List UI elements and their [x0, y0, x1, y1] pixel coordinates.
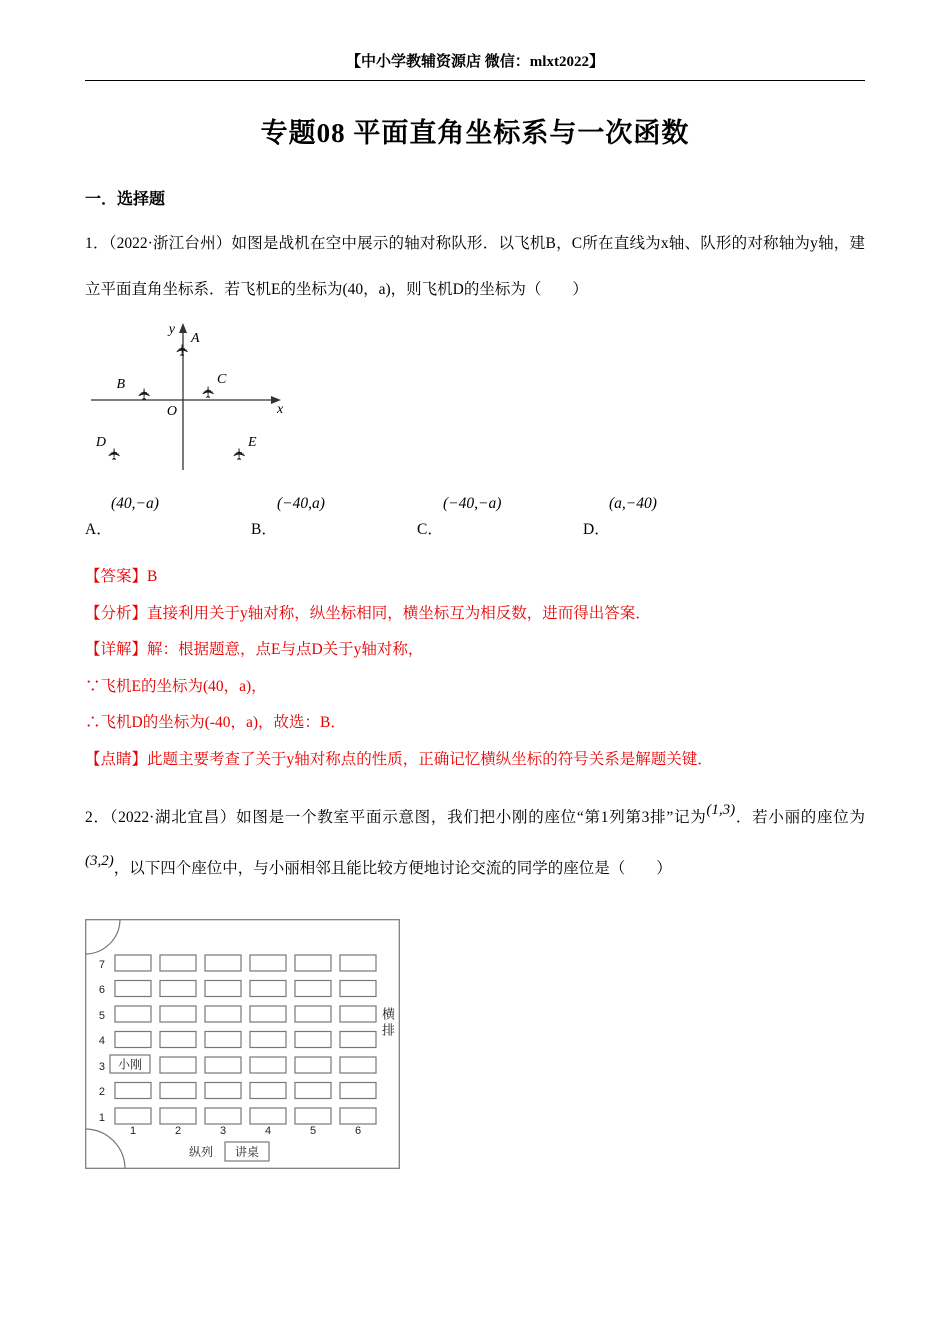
point-e-label: E: [248, 435, 257, 451]
desk: [205, 1108, 241, 1124]
option-b-letter: B．: [251, 521, 277, 539]
option-c: [417, 495, 583, 539]
desk: [205, 1057, 241, 1073]
desk: [250, 1031, 286, 1047]
desk: [340, 1108, 376, 1124]
desk: [250, 1082, 286, 1098]
col-label-4: 4: [264, 1124, 272, 1137]
q2-seat-notation-2: (3,2): [85, 853, 114, 870]
col-label-5: 5: [309, 1124, 317, 1137]
plane-e-group: [230, 448, 249, 461]
coordinate-plane-figure: [85, 320, 285, 485]
option-a-letter: A．: [85, 521, 112, 539]
airplane-d-icon: ✈: [105, 447, 124, 462]
teacher-desk-label: 讲桌: [234, 1144, 260, 1159]
section-heading: 一．选择题: [85, 191, 166, 208]
option-b-value: (−40,a): [277, 495, 325, 513]
option-c-letter: C．: [417, 521, 443, 539]
row-label-1: 1: [98, 1111, 105, 1124]
row-axis-label: 横排: [380, 1006, 395, 1039]
row-label-5: 5: [98, 1009, 105, 1022]
question-1-solution: [85, 559, 865, 778]
desk: [115, 1082, 151, 1098]
desk: [115, 1031, 151, 1047]
col-label-1: 1: [129, 1124, 137, 1137]
desk: [340, 1082, 376, 1098]
desk: [295, 1057, 331, 1073]
y-axis-label: y: [168, 322, 175, 338]
desk: [205, 1006, 241, 1022]
col-label-3: 3: [219, 1124, 227, 1137]
desk: [340, 1006, 376, 1022]
option-a-value: (40,−a): [111, 495, 159, 513]
point-c-label: C: [217, 372, 227, 388]
airplane-a-icon: ✈: [173, 343, 192, 358]
question-2-figure: [85, 919, 400, 1169]
row-label-2: 2: [98, 1085, 105, 1098]
desk: [295, 955, 331, 971]
desk: [205, 1031, 241, 1047]
question-2-text: [85, 792, 865, 895]
desk: [250, 980, 286, 996]
desk: [115, 1108, 151, 1124]
desk: [115, 980, 151, 996]
xiaogang-seat-label: 小刚: [117, 1057, 143, 1072]
q2-text-part3: ，以下四个座位中，与小丽相邻且能比较方便地讨论交流的同学的座位是（ ）: [113, 860, 672, 878]
row-label-6: 6: [98, 983, 105, 996]
because-line: ∵飞机E的坐标为(40，a)，: [85, 677, 267, 695]
option-d-letter: D．: [583, 521, 610, 539]
desk: [295, 980, 331, 996]
q2-text-part1: 2．（2022·湖北宜昌）如图是一个教室平面示意图，我们把小刚的座位“第1列第3排”记为: [85, 808, 707, 826]
desk: [160, 1082, 196, 1098]
question-1-figure: [85, 320, 865, 485]
option-a: [85, 495, 251, 539]
column-axis-label: 纵列: [188, 1144, 214, 1159]
option-b: [251, 495, 417, 539]
airplane-e-icon: ✈: [230, 447, 249, 462]
desk: [340, 1057, 376, 1073]
classroom-figure: [85, 919, 400, 1169]
plane-a-group: [173, 344, 192, 357]
point-a-label: A: [191, 331, 200, 347]
desk: [160, 1031, 196, 1047]
desk: [295, 1082, 331, 1098]
desk: [115, 1006, 151, 1022]
door-arc-top: [86, 920, 120, 954]
answer-line: 【答案】B: [85, 568, 158, 586]
plane-b-group: [135, 388, 154, 401]
analysis-line: 【分析】直接利用关于y轴对称，纵坐标相同，横坐标互为相反数，进而得出答案．: [85, 604, 651, 622]
row-label-3: 3: [98, 1060, 105, 1073]
therefore-line: ∴飞机D的坐标为(-40，a)，故选：B．: [85, 714, 346, 732]
origin-label: O: [166, 404, 177, 420]
desk: [295, 1031, 331, 1047]
desk: [250, 1006, 286, 1022]
question-1-options: [85, 495, 865, 539]
desk: [295, 1006, 331, 1022]
option-d-value: (a,−40): [609, 495, 657, 513]
q2-seat-notation-1: (1,3): [706, 801, 736, 818]
col-label-6: 6: [354, 1124, 362, 1137]
option-d: [583, 495, 749, 539]
detail-line: 【详解】解：根据题意，点E与点D关于y轴对称，: [85, 641, 424, 659]
desk: [160, 1006, 196, 1022]
plane-c-group: [199, 386, 218, 399]
desk: [205, 955, 241, 971]
point-d-label: D: [95, 435, 106, 451]
question-1-text: 1．（2022·浙江台州）如图是战机在空中展示的轴对称队形．以飞机B，C所在直线为x轴、队形的对称轴为y轴，建立平面直角坐标系．若飞机E的坐标为(40，a)，则飞机D的坐标为（ ）: [85, 235, 865, 298]
desk: [250, 1108, 286, 1124]
q2-text-part2: ．若小丽的座位为: [735, 808, 865, 826]
desk: [160, 955, 196, 971]
desk: [115, 955, 151, 971]
desk: [340, 980, 376, 996]
desk: [205, 980, 241, 996]
comment-line: 【点睛】此题主要考查了关于y轴对称点的性质，正确记忆横纵坐标的符号关系是解题关键．: [85, 750, 713, 768]
row-label-7: 7: [98, 958, 105, 971]
col-label-2: 2: [174, 1124, 182, 1137]
desk: [160, 980, 196, 996]
y-axis-arrow-icon: [179, 323, 187, 333]
desk: [295, 1108, 331, 1124]
desk: [205, 1082, 241, 1098]
desk: [250, 1057, 286, 1073]
page-header: [85, 50, 865, 81]
option-c-value: (−40,−a): [443, 495, 502, 513]
x-axis-label: x: [277, 402, 284, 418]
desk: [340, 955, 376, 971]
airplane-c-icon: ✈: [199, 385, 218, 400]
row-label-4: 4: [98, 1034, 105, 1047]
airplane-b-icon: ✈: [135, 387, 154, 402]
desk: [340, 1031, 376, 1047]
desk: [250, 955, 286, 971]
desk-grid: [115, 955, 376, 1124]
desk: [160, 1108, 196, 1124]
door-arc-bottom: [86, 1129, 125, 1168]
page-title: 专题08 平面直角坐标系与一次函数: [260, 118, 690, 148]
desk: [160, 1057, 196, 1073]
point-b-label: B: [116, 377, 125, 393]
plane-d-group: [105, 448, 124, 461]
header-text: 【中小学教辅资源店 微信：mlxt2022】: [346, 54, 604, 70]
